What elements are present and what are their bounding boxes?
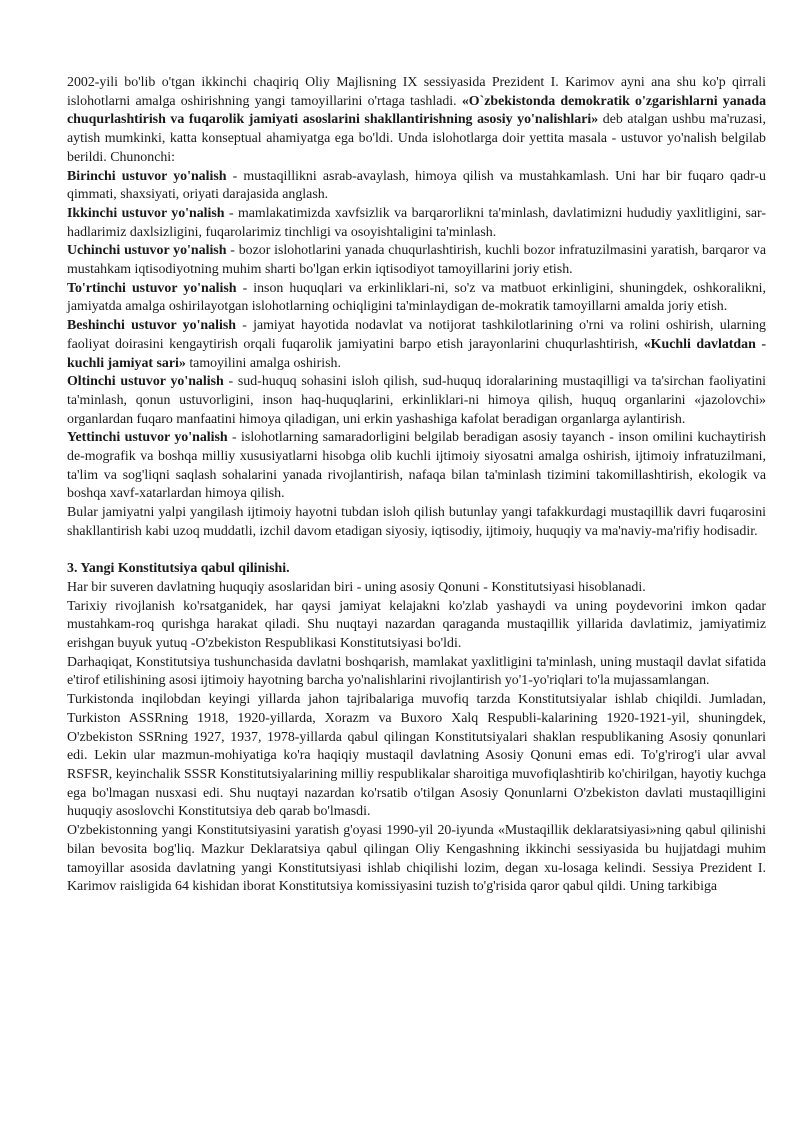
direction-text: - mamlakatimizda xavfsizlik va barqarorlikni ta'minlash, davlatimizni hududiy yaxlitligini, sar-hadlarimiz daxlsizligini, fuqarolarimiz tinchligi va osoyishtaligini ta'minlash. [67,205,766,240]
intro-text-end: deb atalgan ushbu ma'ruzasi, aytish mumkinki, katta konseptual ahamiyatga ega bo'ldi. Unda islohotlarga doir yettita masala - ustuvor yo'nalish belgilab berildi. Chunonchi: [67,112,766,165]
direction-text: - bozor islohotlarini yanada chuqurlashtirish, kuchli bozor infratuzilmasini yaratish, barqaror va mustahkam iqtisodiyotning muhim sharti bo'lgan erkin iqtisodiyot tamoyillarini joriy etish. [67,243,766,278]
intro-text: 2002-yili bo'lib o'tgan ikkinchi chaqiriq Oliy Majlisning IX sessiyasida Prezident I. Karimov ayni ana shu ko'p qirrali islohotlarni amalga oshirishning yangi tamoyillarini o'rtaga tashladi. [67,75,766,109]
section-paragraph-2: Tarixiy rivojlanish ko'rsatganidek, har qaysi jamiyat kelajakni ko'zlab yashaydi va uning poydevorini imkon qadar mustahkam-roq qurishga harakat qiladi. Shu nuqtayi nazardan qaraganda mustaqillik yillarida davlatimiz, jamiyatimiz erishgan buyuk yutuq -O'zbekiston Respublikasi Konstitutsiyasi bo'ldi. [67,598,766,652]
direction-title: Birinchi ustuvor yo'nalish [67,168,227,184]
direction-title: Ikkinchi ustuvor yo'nalish [67,205,225,221]
direction-text: - mustaqillikni asrab-avaylash, himoya qilish va mustahkamlash. Uni har bir fuqaro qadr-u qimmati, shaxsiyati, oriyati darajasida anglash. [67,168,766,203]
section-paragraph-4: Turkistonda inqilobdan keyingi yillarda jahon tajribalariga muvofiq tarzda Konstitutsiyalar ishlab chiqildi. Jumladan, Turkiston ASSRning 1918, 1920-yillarda, Xorazm va Buxoro Xalq Respubli-kalarining 1920-1921-yil, shuningdek, O'zbekiston SSRning 1927, 1937, 1978-yillarda qabul qilingan Konstitutsiyalari shaklan respublikaning Asosiy qonunlari edi. Lekin ular mazmun-mohiyatiga ko'ra haqiqiy mustaqil davlatning Asosiy Qonuni emas edi. To'g'rirog'i ular avval RSFSR, keyinchalik SSSR Konstitutsiyalarining milliy respublikalar sharoitiga muvofiqlashtirib ko'chirilgan, hayotiy kuchga ega bo'lmagan nusxasi edi. Shu nuqtayi nazardan ko'rsatib o'tilgan Asosiy Qonunlarni O'zbekiston davlati mustaqilligini huquqiy asoslovchi Konstitutsiya deb qarab bo'lmasdi. [67,692,766,820]
direction-text: - sud-huquq sohasini isloh qilish, sud-huquq idoralarining mustaqilligi va ta'sirchan faoliyatini ta'minlash, qonun ustuvorligini, inson haq-huquqlarini, erkinliklari-ni himoya qilish, huquq organlarini «jazolovchi» organlardan fuqaro manfaatini himoya qiladigan, uni erkin yashashiga kafolat beradigan organlarga aylantirish. [67,374,766,427]
direction-paragraph-6 [67,373,766,429]
section-paragraph-1: Har bir suveren davlatning huquqiy asoslaridan biri - uning asosiy Qonuni - Konstitutsiyasi hisoblanadi. [67,579,646,595]
direction-paragraph-5 [67,317,766,373]
direction-text: - islohotlarning samaradorligini belgilab beradigan asosiy tayanch - inson omilini kuchaytirish de-mografik va boshqa milliy xususiyatlarni hisobga olib kuchli ijtimoiy siyosatni amalga oshirish, ijtimoiy infratuzilmani, ta'lim va sog'liqni saqlash sohalarini yanada rivojlantirish, nafaqa bilan ta'minlash tizimini takomillashtirish, ekologik va boshqa xavf-xatarlardan himoya qilish. [67,430,767,502]
direction-text: - jamiyat hayotida nodavlat va notijorat tashkilotlarining o'rni va rolini oshirish, ularning faoliyat doirasini kengaytirish orqali fuqarolik jamiyatini barpo etish jarayonlarini chuqurlashtirish, [67,318,766,352]
section-paragraph-3: Darhaqiqat, Konstitutsiya tushunchasida davlatni boshqarish, mamlakat yaxlitligini ta'minlash, uning mustaqil davlat sifatida e'tirof etilishining asosi ijtimoiy hayotning barcha yo'nalishlarini rivojlantirish yo'1-yo'riqlari to'la mujassamlangan. [67,654,766,689]
direction-paragraph-3 [67,242,766,279]
report-title: «O`zbekistonda demokratik o'zgarishlarni yanada chuqurlashtirish va fuqarolik jamiyati asoslarini shakllantirishning asosiy yo'nalishlari» [67,93,767,128]
direction-paragraph-4 [67,280,766,317]
section-paragraph-5: O'zbekistonning yangi Konstitutsiyasini yaratish g'oyasi 1990-yil 20-iyunda «Mustaqillik deklaratsiyasi»ning qabul qilinishi bilan bevosita bog'liq. Mazkur Deklaratsiya qabul qilingan Oliy Kengashning ikkinchi sessiyasida bu hujjatdagi muhim tamoyillar asosida davlatning yangi Konstitutsiyasi ishlab chiqilishi lozim, degan xu-losaga kelindi. Sessiya Prezident I. Karimov raisligida 64 kishidan iborat Konstitutsiya komissiyasini tuzish to'g'risida qaror qabul qildi. Uning tarkibiga [67,823,766,895]
direction-title: To'rtinchi ustuvor yo'nalish [67,280,237,296]
direction-text: - inson huquqlari va erkinliklari-ni, so'z va matbuot erkinligini, shuningdek, oshkoralikni, jamiyatda amalga oshirilayotgan islohotlarning ochiqligini ta'minlaydigan de-mokratik tamoyillarni amalda joriy etish. [67,280,767,315]
direction-title: Oltinchi ustuvor yo'nalish [67,374,224,390]
summary-paragraph: Bular jamiyatni yalpi yangilash ijtimoiy hayotni tubdan isloh qilish butunlay yangi tafakkurdagi mustaqillik davri fuqarosini shakllantirish kabi uzoq muddatli, izchil davom etadigan siyosiy, iqtisodiy, ijtimoiy, huquqiy va ma'naviy-ma'rifiy hodisadir. [67,505,766,539]
direction-paragraph-1 [67,168,766,205]
direction-paragraph-2 [67,205,766,242]
direction-title: Uchinchi ustuvor yo'nalish [67,243,227,259]
direction-title: Yettinchi ustuvor yo'nalish [67,430,228,446]
direction-title: Beshinchi ustuvor yo'nalish [67,318,236,334]
intro-paragraph [67,74,766,168]
paragraph-gap [67,542,766,561]
section-heading: 3. Yangi Konstitutsiya qabul qilinishi. [67,561,290,577]
direction-text-end: tamoyilini amalga oshirish. [185,355,341,371]
direction-paragraph-7 [67,429,766,504]
slogan-text: «Kuchli davlatdan - kuchli jamiyat sari» [67,336,766,371]
